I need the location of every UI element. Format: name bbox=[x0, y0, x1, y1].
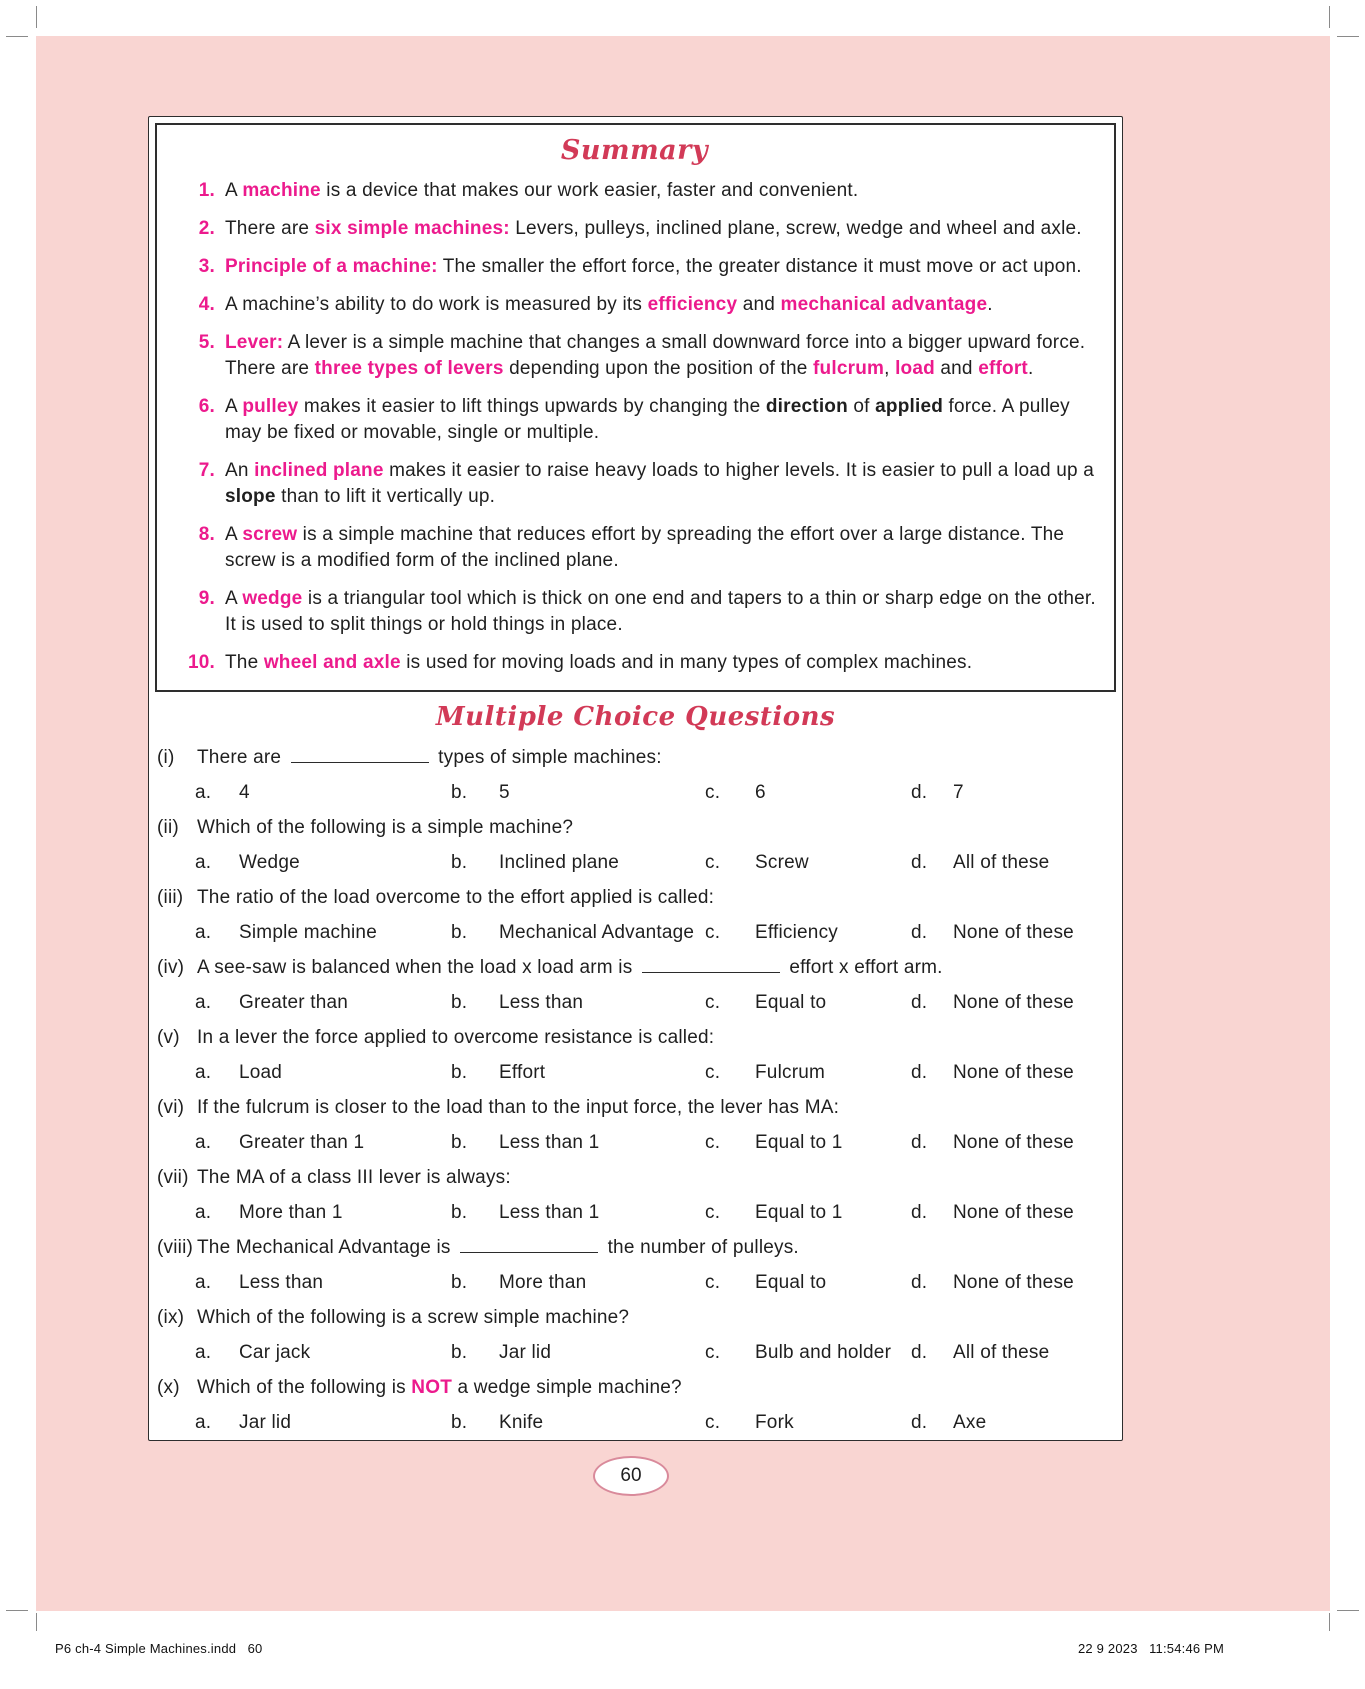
text-segment: three types of levers bbox=[314, 358, 504, 379]
option-label: c. bbox=[705, 921, 721, 943]
question-row bbox=[157, 1370, 1108, 1405]
text-segment: types of simple machines: bbox=[432, 746, 662, 768]
summary-item-text bbox=[225, 216, 1098, 242]
summary-item-text bbox=[225, 292, 1098, 318]
option-label: b. bbox=[451, 921, 468, 943]
mcq-question bbox=[157, 950, 1108, 1020]
option-label: c. bbox=[705, 991, 721, 1013]
question-text bbox=[197, 1167, 511, 1189]
option-text: Wedge bbox=[239, 851, 300, 873]
text-segment: depending upon the position of the bbox=[503, 358, 814, 379]
summary-item bbox=[171, 330, 1098, 382]
option-text: Equal to bbox=[755, 991, 827, 1013]
text-segment: direction bbox=[765, 396, 848, 417]
option-text: None of these bbox=[953, 991, 1074, 1013]
summary-item-number: 7. bbox=[198, 460, 215, 481]
text-segment: The ratio of the load overcome to the effort applied is called: bbox=[197, 886, 715, 908]
option-text: Fork bbox=[755, 1411, 794, 1433]
option-label: a. bbox=[195, 781, 212, 803]
summary-item-number: 6. bbox=[198, 396, 215, 417]
summary-item-number: 4. bbox=[198, 294, 215, 315]
summary-item-text bbox=[225, 330, 1098, 382]
fill-in-blank bbox=[291, 748, 429, 763]
option-text: Equal to 1 bbox=[755, 1131, 843, 1153]
text-segment: Which of the following is bbox=[197, 1376, 412, 1398]
text-segment: A bbox=[225, 180, 243, 201]
text-segment: is a triangular tool which is thick on one end and tapers to a thin or sharp edge on the other. It is used to split things or hold things in place. bbox=[225, 588, 1096, 635]
crop-mark-top-left-v bbox=[36, 6, 37, 28]
summary-item bbox=[171, 650, 1098, 676]
question-text bbox=[197, 817, 573, 839]
question-row bbox=[157, 740, 1108, 775]
fill-in-blank bbox=[460, 1238, 598, 1253]
option-text: Jar lid bbox=[239, 1411, 292, 1433]
text-segment: A bbox=[225, 524, 243, 545]
option-label: a. bbox=[195, 1201, 212, 1223]
question-row bbox=[157, 880, 1108, 915]
mcq-question bbox=[157, 810, 1108, 880]
option-text: Inclined plane bbox=[499, 851, 620, 873]
option-label: c. bbox=[705, 1131, 721, 1153]
option-label: d. bbox=[911, 921, 928, 943]
option-label: a. bbox=[195, 1061, 212, 1083]
question-number: (viii) bbox=[157, 1236, 194, 1258]
text-segment: is a device that makes our work easier, faster and convenient. bbox=[320, 180, 859, 201]
option-label: b. bbox=[451, 1201, 468, 1223]
summary-list bbox=[171, 178, 1098, 676]
option-text: 7 bbox=[953, 781, 964, 803]
summary-item-number: 5. bbox=[198, 332, 215, 353]
mcq-question bbox=[157, 1370, 1108, 1440]
text-segment: Lever: bbox=[225, 332, 284, 353]
option-label: b. bbox=[451, 1341, 468, 1363]
options-row bbox=[195, 775, 1108, 810]
crop-mark-bottom-right-h bbox=[1337, 1610, 1359, 1611]
mcq-question bbox=[157, 1160, 1108, 1230]
text-segment: Levers, pulleys, inclined plane, screw, wedge and wheel and axle. bbox=[509, 218, 1082, 239]
option-text: Screw bbox=[755, 851, 809, 873]
option-text: Efficiency bbox=[755, 921, 838, 943]
option-text: Equal to bbox=[755, 1271, 827, 1293]
text-segment: NOT bbox=[411, 1376, 453, 1398]
option-label: a. bbox=[195, 991, 212, 1013]
text-segment: A lever is a simple machine that changes a small downward force into a bigger upward force. There are bbox=[225, 332, 1086, 379]
option-label: b. bbox=[451, 851, 468, 873]
mcq-section bbox=[149, 740, 1122, 1440]
text-segment: wedge bbox=[242, 588, 303, 609]
text-segment: fulcrum bbox=[813, 358, 885, 379]
question-row bbox=[157, 1160, 1108, 1195]
text-segment: , bbox=[884, 358, 896, 379]
page-number-badge bbox=[593, 1456, 669, 1496]
question-number: (i) bbox=[157, 746, 175, 768]
option-label: c. bbox=[705, 1271, 721, 1293]
options-row bbox=[195, 1055, 1108, 1090]
crop-mark-bottom-left-h bbox=[6, 1610, 28, 1611]
text-segment: efficiency bbox=[647, 294, 738, 315]
question-text bbox=[197, 887, 714, 909]
crop-mark-top-left-h bbox=[6, 36, 28, 37]
question-row bbox=[157, 1090, 1108, 1125]
question-number: (vi) bbox=[157, 1096, 185, 1118]
option-text: None of these bbox=[953, 921, 1074, 943]
text-segment: machine bbox=[242, 180, 321, 201]
option-text: Axe bbox=[953, 1411, 987, 1433]
crop-mark-bottom-left-v bbox=[36, 1613, 37, 1631]
question-number: (iv) bbox=[157, 956, 185, 978]
summary-item-text bbox=[225, 254, 1098, 280]
option-text: 6 bbox=[755, 781, 766, 803]
text-segment: screw bbox=[242, 524, 298, 545]
option-label: d. bbox=[911, 781, 928, 803]
text-segment: There are bbox=[225, 218, 315, 239]
text-segment: In a lever the force applied to overcome resistance is called: bbox=[197, 1026, 715, 1048]
summary-title: Summary bbox=[560, 135, 709, 166]
text-segment: effort x effort arm. bbox=[783, 956, 943, 978]
summary-item bbox=[171, 254, 1098, 280]
option-text: All of these bbox=[953, 851, 1050, 873]
option-text: 4 bbox=[239, 781, 250, 803]
options-row bbox=[195, 845, 1108, 880]
option-text: Bulb and holder bbox=[755, 1341, 892, 1363]
crop-mark-bottom-right-v bbox=[1329, 1613, 1330, 1631]
option-label: a. bbox=[195, 1131, 212, 1153]
summary-item-text bbox=[225, 586, 1098, 638]
fill-in-blank bbox=[642, 958, 780, 973]
question-number: (vii) bbox=[157, 1166, 189, 1188]
text-segment: A machine’s ability to do work is measured by its bbox=[225, 294, 648, 315]
text-segment: load bbox=[895, 358, 935, 379]
text-segment: of bbox=[847, 396, 876, 417]
summary-item bbox=[171, 394, 1098, 446]
text-segment: and bbox=[934, 358, 979, 379]
text-segment: is used for moving loads and in many types of complex machines. bbox=[400, 652, 973, 673]
summary-item-text bbox=[225, 394, 1098, 446]
option-text: 5 bbox=[499, 781, 510, 803]
text-segment: Which of the following is a simple machine? bbox=[197, 816, 574, 838]
summary-item bbox=[171, 458, 1098, 510]
question-row bbox=[157, 1300, 1108, 1335]
option-label: b. bbox=[451, 1131, 468, 1153]
question-text bbox=[197, 1097, 839, 1119]
options-row bbox=[195, 1195, 1108, 1230]
option-text: Fulcrum bbox=[755, 1061, 826, 1083]
text-segment: the number of pulleys. bbox=[602, 1236, 799, 1258]
text-segment: and bbox=[737, 294, 781, 315]
footer-filename: P6 ch-4 Simple Machines.indd 60 bbox=[55, 1641, 263, 1656]
summary-item-number: 10. bbox=[187, 652, 215, 673]
text-segment: Principle of a machine: bbox=[225, 256, 438, 277]
question-text bbox=[197, 1237, 799, 1259]
text-segment: . bbox=[987, 294, 993, 315]
option-text: None of these bbox=[953, 1271, 1074, 1293]
text-segment: slope bbox=[225, 486, 276, 507]
question-number: (ii) bbox=[157, 816, 179, 838]
option-label: d. bbox=[911, 1411, 928, 1433]
summary-item bbox=[171, 178, 1098, 204]
crop-mark-top-right-v bbox=[1329, 6, 1330, 28]
option-text: Less than bbox=[499, 991, 584, 1013]
summary-item bbox=[171, 586, 1098, 638]
mcq-question bbox=[157, 880, 1108, 950]
option-label: b. bbox=[451, 1271, 468, 1293]
mcq-question bbox=[157, 1230, 1108, 1300]
text-segment: than to lift it vertically up. bbox=[275, 486, 496, 507]
option-text: More than bbox=[499, 1271, 587, 1293]
option-text: Load bbox=[239, 1061, 283, 1083]
options-row bbox=[195, 1335, 1108, 1370]
mcq-question bbox=[157, 1090, 1108, 1160]
question-row bbox=[157, 1020, 1108, 1055]
summary-item-number: 9. bbox=[198, 588, 215, 609]
text-segment: six simple machines: bbox=[314, 218, 510, 239]
option-label: b. bbox=[451, 781, 468, 803]
summary-item-number: 8. bbox=[198, 524, 215, 545]
summary-item-text bbox=[225, 650, 1098, 676]
text-segment: wheel and axle bbox=[263, 652, 401, 673]
mcq-question bbox=[157, 740, 1108, 810]
option-label: c. bbox=[705, 1341, 721, 1363]
option-label: d. bbox=[911, 851, 928, 873]
question-number: (v) bbox=[157, 1026, 180, 1048]
option-text: More than 1 bbox=[239, 1201, 343, 1223]
option-label: b. bbox=[451, 991, 468, 1013]
option-text: None of these bbox=[953, 1061, 1074, 1083]
text-segment: inclined plane bbox=[254, 460, 384, 481]
option-label: a. bbox=[195, 1271, 212, 1293]
text-segment: effort bbox=[978, 358, 1028, 379]
options-row bbox=[195, 1405, 1108, 1440]
option-label: d. bbox=[911, 991, 928, 1013]
question-number: (iii) bbox=[157, 886, 184, 908]
options-row bbox=[195, 915, 1108, 950]
crop-mark-top-right-h bbox=[1337, 36, 1359, 37]
text-segment: force. A pulley may be fixed or movable, single or multiple. bbox=[225, 396, 1070, 443]
option-text: Mechanical Advantage bbox=[499, 921, 695, 943]
options-row bbox=[195, 1125, 1108, 1160]
question-row bbox=[157, 810, 1108, 845]
option-text: Knife bbox=[499, 1411, 544, 1433]
option-text: None of these bbox=[953, 1201, 1074, 1223]
summary-section bbox=[155, 123, 1116, 692]
text-segment: The Mechanical Advantage is bbox=[197, 1236, 457, 1258]
text-segment: An bbox=[225, 460, 255, 481]
textbook-page bbox=[36, 36, 1330, 1611]
option-label: a. bbox=[195, 1411, 212, 1433]
question-text bbox=[197, 1377, 682, 1399]
question-text bbox=[197, 747, 662, 769]
summary-item-number: 1. bbox=[198, 180, 215, 201]
content-area bbox=[148, 116, 1123, 1441]
option-text: None of these bbox=[953, 1131, 1074, 1153]
text-segment: is a simple machine that reduces effort by spreading the effort over a large distance. The screw is a modified form of the inclined plane. bbox=[225, 524, 1065, 571]
option-text: All of these bbox=[953, 1341, 1050, 1363]
option-label: d. bbox=[911, 1201, 928, 1223]
option-text: Less than 1 bbox=[499, 1201, 600, 1223]
mcq-question bbox=[157, 1300, 1108, 1370]
question-row bbox=[157, 950, 1108, 985]
text-segment: The MA of a class III lever is always: bbox=[197, 1166, 511, 1188]
option-label: c. bbox=[705, 1411, 721, 1433]
option-text: Less than 1 bbox=[499, 1131, 600, 1153]
option-text: Jar lid bbox=[499, 1341, 552, 1363]
summary-item-number: 3. bbox=[198, 256, 215, 277]
option-label: a. bbox=[195, 851, 212, 873]
options-row bbox=[195, 1265, 1108, 1300]
text-segment: mechanical advantage bbox=[780, 294, 988, 315]
option-label: d. bbox=[911, 1061, 928, 1083]
option-text: Equal to 1 bbox=[755, 1201, 843, 1223]
option-label: b. bbox=[451, 1411, 468, 1433]
text-segment: A see-saw is balanced when the load x load arm is bbox=[197, 956, 638, 978]
option-label: b. bbox=[451, 1061, 468, 1083]
summary-item-number: 2. bbox=[198, 218, 215, 239]
text-segment: There are bbox=[197, 746, 287, 768]
footer-timestamp: 22 9 2023 11:54:46 PM bbox=[1078, 1641, 1225, 1656]
option-label: a. bbox=[195, 921, 212, 943]
option-label: c. bbox=[705, 851, 721, 873]
option-label: c. bbox=[705, 781, 721, 803]
text-segment: pulley bbox=[242, 396, 299, 417]
option-text: Effort bbox=[499, 1061, 546, 1083]
summary-item bbox=[171, 216, 1098, 242]
text-segment: The smaller the effort force, the greater distance it must move or act upon. bbox=[437, 256, 1082, 277]
page-number: 60 bbox=[620, 1465, 642, 1486]
option-label: d. bbox=[911, 1271, 928, 1293]
text-segment: a wedge simple machine? bbox=[452, 1376, 682, 1398]
text-segment: The bbox=[225, 652, 264, 673]
option-text: Greater than bbox=[239, 991, 349, 1013]
text-segment: A bbox=[225, 396, 243, 417]
text-segment: applied bbox=[875, 396, 944, 417]
option-label: c. bbox=[705, 1061, 721, 1083]
text-segment: If the fulcrum is closer to the load than to the input force, the lever has MA: bbox=[197, 1096, 840, 1118]
text-segment: . bbox=[1027, 358, 1034, 379]
text-segment: makes it easier to raise heavy loads to higher levels. It is easier to pull a load up a bbox=[383, 460, 1095, 481]
summary-item-text bbox=[225, 178, 1098, 204]
question-text bbox=[197, 1027, 714, 1049]
option-label: c. bbox=[705, 1201, 721, 1223]
option-text: Greater than 1 bbox=[239, 1131, 365, 1153]
text-segment: A bbox=[225, 588, 243, 609]
question-number: (ix) bbox=[157, 1306, 185, 1328]
mcq-title: Multiple Choice Questions bbox=[435, 702, 836, 732]
question-text bbox=[197, 957, 943, 979]
summary-item bbox=[171, 292, 1098, 318]
summary-item-text bbox=[225, 458, 1098, 510]
option-text: Simple machine bbox=[239, 921, 377, 943]
mcq-question bbox=[157, 1020, 1108, 1090]
question-number: (x) bbox=[157, 1376, 180, 1398]
option-label: d. bbox=[911, 1131, 928, 1153]
summary-item bbox=[171, 522, 1098, 574]
options-row bbox=[195, 985, 1108, 1020]
question-text bbox=[197, 1307, 629, 1329]
option-text: Less than bbox=[239, 1271, 324, 1293]
option-label: d. bbox=[911, 1341, 928, 1363]
text-segment: Which of the following is a screw simple machine? bbox=[197, 1306, 630, 1328]
summary-item-text bbox=[225, 522, 1098, 574]
question-row bbox=[157, 1230, 1108, 1265]
option-text: Car jack bbox=[239, 1341, 311, 1363]
text-segment: makes it easier to lift things upwards by changing the bbox=[298, 396, 766, 417]
option-label: a. bbox=[195, 1341, 212, 1363]
